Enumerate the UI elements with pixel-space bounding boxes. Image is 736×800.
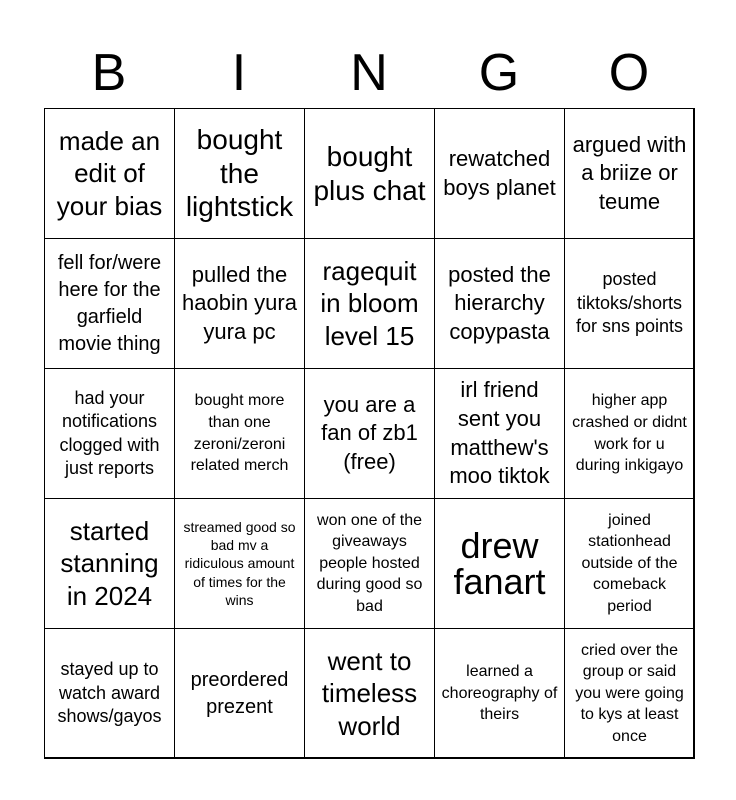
bingo-cell[interactable]: fell for/were here for the garfield movie thing xyxy=(44,238,175,369)
bingo-cell[interactable]: bought plus chat xyxy=(304,108,435,239)
bingo-grid xyxy=(44,108,694,758)
bingo-header xyxy=(44,38,694,108)
header-letter-b: B xyxy=(91,44,127,102)
header-letter-g: G xyxy=(478,44,520,102)
bingo-cell[interactable]: won one of the giveaways people hosted during good so bad xyxy=(304,498,435,629)
bingo-cell[interactable]: you are a fan of zb1 (free) xyxy=(304,368,435,499)
bingo-cell[interactable]: had your notifications clogged with just reports xyxy=(44,368,175,499)
bingo-cell[interactable]: stayed up to watch award shows/gayos xyxy=(44,628,175,759)
bingo-cell[interactable]: posted tiktoks/shorts for sns points xyxy=(564,238,695,369)
bingo-cell[interactable]: drew fanart xyxy=(434,498,565,629)
bingo-cell[interactable]: argued with a briize or teume xyxy=(564,108,695,239)
bingo-cell[interactable]: went to timeless world xyxy=(304,628,435,759)
bingo-cell[interactable]: bought more than one zeroni/zeroni related merch xyxy=(174,368,305,499)
bingo-cell[interactable]: rewatched boys planet xyxy=(434,108,565,239)
bingo-cell[interactable]: cried over the group or said you were going to kys at least once xyxy=(564,628,695,759)
bingo-cell[interactable]: preordered prezent xyxy=(174,628,305,759)
bingo-cell[interactable]: learned a choreography of theirs xyxy=(434,628,565,759)
header-letter-n: N xyxy=(350,44,388,102)
header-letter-i: I xyxy=(231,44,247,102)
header-letter-o: O xyxy=(608,44,650,102)
bingo-cell[interactable]: irl friend sent you matthew's moo tiktok xyxy=(434,368,565,499)
bingo-cell[interactable]: started stanning in 2024 xyxy=(44,498,175,629)
bingo-cell[interactable]: bought the lightstick xyxy=(174,108,305,239)
bingo-cell[interactable]: ragequit in bloom level 15 xyxy=(304,238,435,369)
bingo-cell[interactable]: higher app crashed or didnt work for u during inkigayo xyxy=(564,368,695,499)
bingo-cell[interactable]: streamed good so bad mv a ridiculous amount of times for the wins xyxy=(174,498,305,629)
bingo-cell[interactable]: pulled the haobin yura yura pc xyxy=(174,238,305,369)
bingo-cell[interactable]: made an edit of your bias xyxy=(44,108,175,239)
bingo-cell[interactable]: joined stationhead outside of the comeback period xyxy=(564,498,695,629)
bingo-cell[interactable]: posted the hierarchy copypasta xyxy=(434,238,565,369)
